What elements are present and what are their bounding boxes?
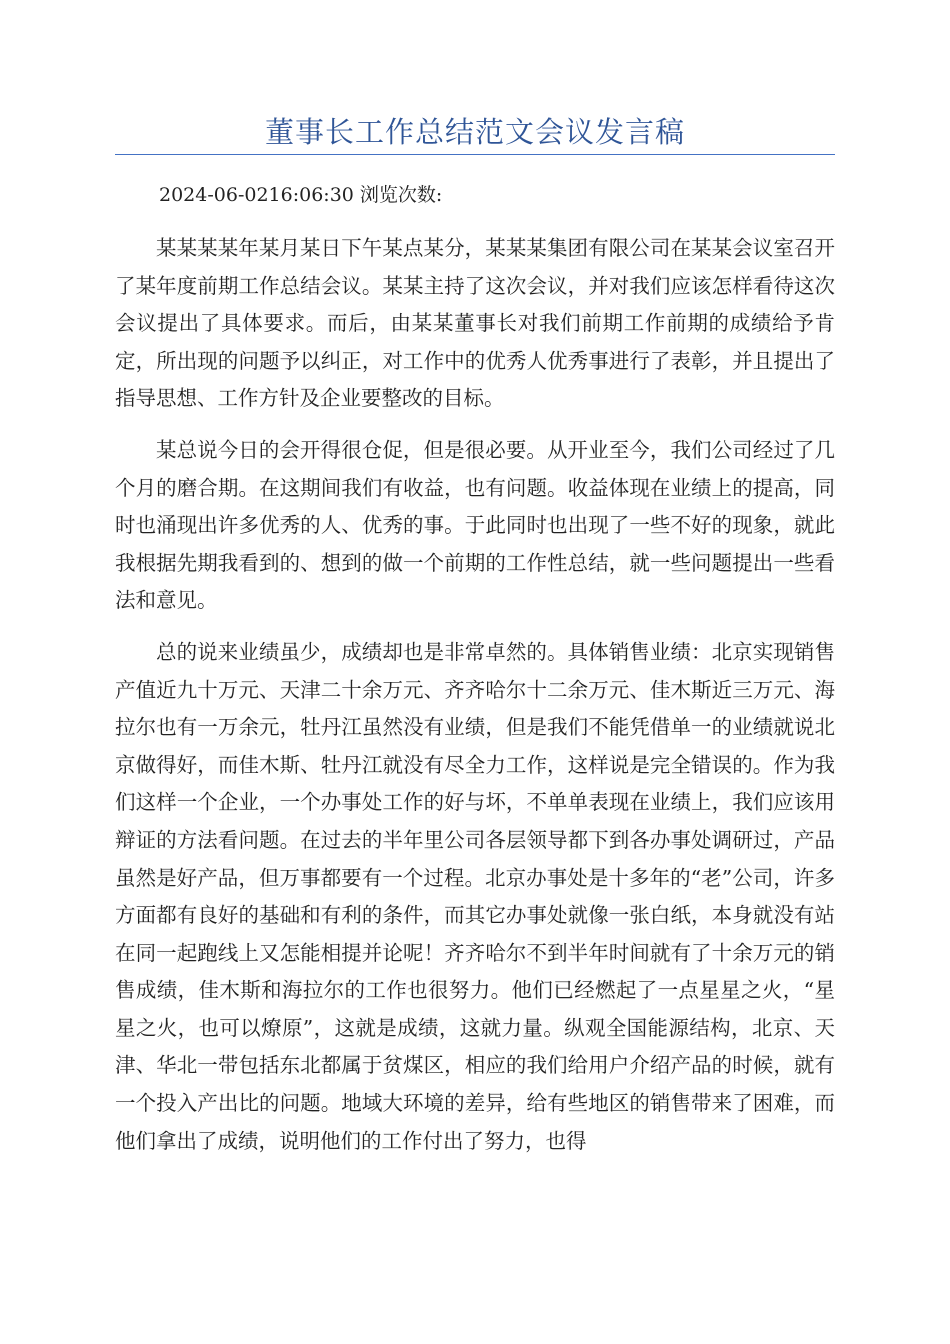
paragraph-3: 总的说来业绩虽少，成绩却也是非常卓然的。具体销售业绩：北京实现销售产值近九十万元、天津二十余万元、齐齐哈尔十二余万元、佳木斯近三万元、海拉尔也有一万余元，牡丹江虽然没有业绩，但是我们不能凭借单一的业绩就说北京做得好，而佳木斯、牡丹江就没有尽全力工作，这样说是完全错误的。作为我们这样一个企业，一个办事处工作的好与坏，不单单表现在业绩上，我们应该用辩证的方法看问题。在过去的半年里公司各层领导都下到各办事处调研过，产品虽然是好产品，但万事都要有一个过程。北京办事处是十多年的“老”公司，许多方面都有良好的基础和有利的条件，而其它办事处就像一张白纸，本身就没有站在同一起跑线上又怎能相提并论呢！齐齐哈尔不到半年时间就有了十余万元的销售成绩，佳木斯和海拉尔的工作也很努力。他们已经燃起了一点星星之火，“星星之火，也可以燎原”，这就是成绩，这就力量。纵观全国能源结构，北京、天津、华北一带包括东北都属于贫煤区，相应的我们给用户介绍产品的时候，就有一个投入产出比的问题。地域大环境的差异，给有些地区的销售带来了困难，而他们拿出了成绩，说明他们的工作付出了努力，也得 bbox=[115, 639, 835, 1153]
article-body bbox=[115, 230, 835, 1174]
paragraph-1: 某某某某年某月某日下午某点某分，某某某集团有限公司在某某会议室召开了某年度前期工作总结会议。某某主持了这次会议，并对我们应该怎样看待这次会议提出了具体要求。而后，由某某董事长对我们前期工作前期的成绩给予肯定，所出现的问题予以纠正，对工作中的优秀人优秀事进行了表彰，并且提出了指导思想、工作方针及企业要整改的目标。 bbox=[115, 236, 835, 411]
title-underline bbox=[115, 154, 835, 155]
publish-meta: 2024-06-0216:06:30 浏览次数: bbox=[159, 184, 443, 206]
paragraph-2: 某总说今日的会开得很仓促，但是很必要。从开业至今，我们公司经过了几个月的磨合期。在这期间我们有收益，也有问题。收益体现在业绩上的提高，同时也涌现出许多优秀的人、优秀的事。于此同时也出现了一些不好的现象，就此我根据先期我看到的、想到的做一个前期的工作性总结，就一些问题提出一些看法和意见。 bbox=[115, 437, 835, 613]
page-title: 董事长工作总结范文会议发言稿 bbox=[264, 115, 685, 149]
